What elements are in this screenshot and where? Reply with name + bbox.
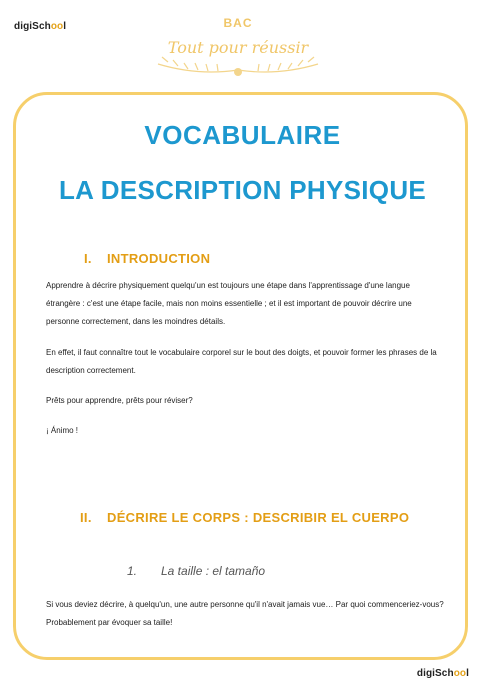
paragraph: Prêts pour apprendre, prêts pour réviser? (46, 396, 193, 405)
brand-text: digiSch (416, 668, 454, 679)
section-heading-body (80, 510, 409, 525)
page-title: VOCABULAIRE (144, 120, 341, 150)
subsection-number: 1. (127, 564, 138, 578)
brand-text-end: l (466, 668, 469, 679)
logo-bac-text: BAC (223, 16, 253, 30)
subsection-heading (127, 564, 265, 578)
subsection-title: La taille : el tamaño (161, 564, 266, 578)
paragraph: Si vous deviez décrire, à quelqu'un, une autre personne qu'il n'avait jamais vue… Par quoi commenceriez-vous? Probablement par évoquer sa taille! (46, 600, 444, 627)
section-number: I. (84, 251, 92, 266)
section-title: INTRODUCTION (107, 251, 211, 266)
paragraph: Apprendre à décrire physiquement quelqu'un est toujours une étape dans l'apprentissage d'une langue étrangère : c'est une étape facile, mais non moins essentielle ; et il est important de pouvoir décrire une personne correctement, dans les moindres détails. (46, 281, 412, 326)
section-number: II. (80, 510, 92, 525)
bac-logo (148, 14, 328, 84)
paragraph: En effet, il faut connaître tout le vocabulaire corporel sur le bout des doigts, et pouvoir former les phrases de la description correctement. (46, 348, 437, 375)
section-title: DÉCRIRE LE CORPS : DESCRIBIR EL CUERPO (107, 510, 410, 525)
brand-logo-top (14, 21, 66, 32)
page-subtitle: LA DESCRIPTION PHYSIQUE (58, 175, 427, 205)
brand-logo-bottom (417, 668, 469, 679)
brand-accent: oo (453, 668, 467, 679)
brand-text-end: l (63, 21, 67, 32)
paragraph: ¡ Ánimo ! (46, 426, 79, 435)
brand-text: digiSch (14, 21, 51, 32)
section-heading-introduction (84, 251, 210, 266)
brand-accent: oo (50, 21, 64, 32)
logo-tagline: Tout pour réussir (167, 38, 309, 57)
